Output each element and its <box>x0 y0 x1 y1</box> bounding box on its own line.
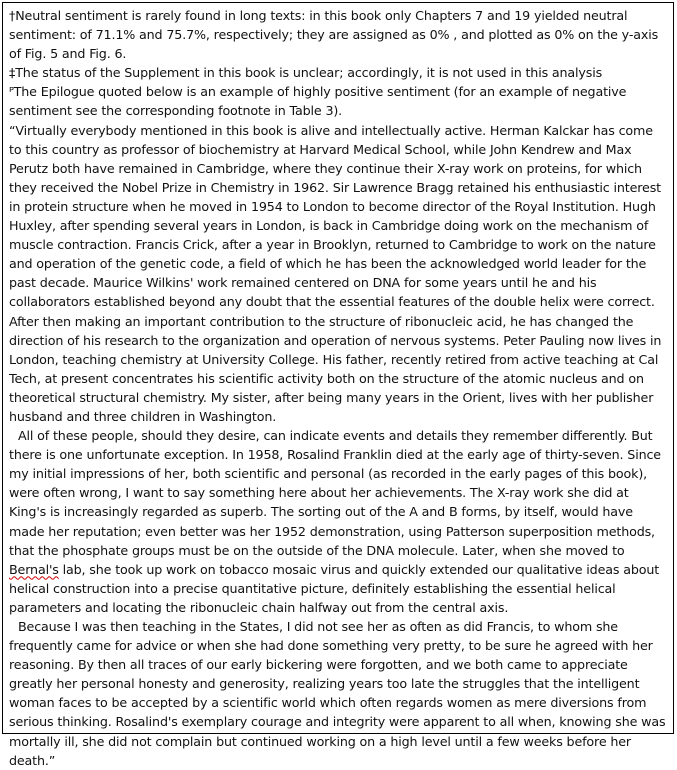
double-dagger-mark: ‡ <box>9 65 16 81</box>
footnote-neutral-text: Neutral sentiment is rarely found in long texts: in this book only Chapters 7 and 19 yielded neutral sentiment: of 71.1% and 75.7%, respectively; they are assigned as 0% , and plotted as 0% on the y-axis of Fig. 5 and Fig. 6. <box>9 8 659 62</box>
quote-paragraph-2 <box>9 426 667 617</box>
footnote-epilogue-text: The Epilogue quoted below is an example of highly positive sentiment (for an example of negative sentiment see the corresponding footnote in Table 3). <box>9 84 627 119</box>
footnote-neutral <box>9 6 667 63</box>
dagger-mark: † <box>9 8 16 23</box>
quote-paragraph-1: “Virtually everybody mentioned in this book is alive and intellectually active. Herman Kalckar has come to this country as professor of biochemistry at Harvard Medical School, while John Kendrew and Max Perutz both have remained in Cambridge, where they continue their X-ray work on proteins, for which they received the Nobel Prize in Chemistry in 1962. Sir Lawrence Bragg retained his enthusiastic interest in protein structure when he moved in 1954 to London to become director of the Royal Institution. Hugh Huxley, after spending several years in London, is back in Cambridge doing work on the mechanism of muscle contraction. Francis Crick, after a year in Brooklyn, returned to Cambridge to work on the nature and operation of the genetic code, a field of which he has been the acknowledged world leader for the past decade. Maurice Wilkins' work remained centered on DNA for some years until he and his collaborators established beyond any doubt that the essential features of the double helix were correct. After then making an important contribution to the structure of ribonucleic acid, he has changed the direction of his research to the organization and operation of nervous systems. Peter Pauling now lives in London, teaching chemistry at University College. His father, recently retired from active teaching at Cal Tech, at present concentrates his scientific activity both on the structure of the atomic nucleus and on theoretical structural chemistry. My sister, after being many years in the Orient, lives with her publisher husband and three children in Washington. <box>9 122 662 424</box>
quote-paragraph-3: Because I was then teaching in the States, I did not see her as often as did Francis, to whom she frequently came for advice or when she had done something very pretty, to be sure he agreed with her reasoning. By then all traces of our early bickering were forgotten, and we both came to appreciate greatly her personal honesty and generosity, realizing years too late the struggles that the intelligent woman faces to be accepted by a scientific world which often regards women as mere diversions from serious thinking. Rosalind's exemplary courage and integrity were apparent to all when, knowing she was mortally ill, she did not complain but continued working on a high level until a few weeks before her death.” <box>9 619 666 768</box>
footnote-supplement <box>9 63 667 82</box>
pilcrow-mark: ᴾ <box>9 84 14 100</box>
quote-paragraph-2-start: All of these people, should they desire, can indicate events and details they remember differently. But there is one unfortunate exception. In 1958, Rosalind Franklin died at the early age of thirty-seven. Since my initial impressions of her, both scientific and personal (as recorded in the early pages of this book), were often wrong, I want to say something here about her achievements. The X-ray work she did at King's is increasingly regarded as superb. The sorting out of the A and B forms, by itself, would have made her reputation; even better was her 1952 demonstration, using Patterson superposition methods, that the phosphate groups must be on the outside of the DNA molecule. Later, when she moved to <box>9 428 661 558</box>
quote-paragraph-2-end: lab, she took up work on tobacco mosaic virus and quickly extended our qualitative ideas about helical construction into a precise quantitative picture, definitely establishing the essential helical parameters and locating the ribonucleic chain halfway out from the central axis. <box>9 561 660 615</box>
footnote-epilogue <box>9 82 667 120</box>
footnote-supplement-text: The status of the Supplement in this book is unclear; accordingly, it is not used in this analysis <box>15 65 603 81</box>
spellcheck-flagged-word[interactable]: Bernal's <box>9 561 59 577</box>
document-frame <box>2 2 674 768</box>
